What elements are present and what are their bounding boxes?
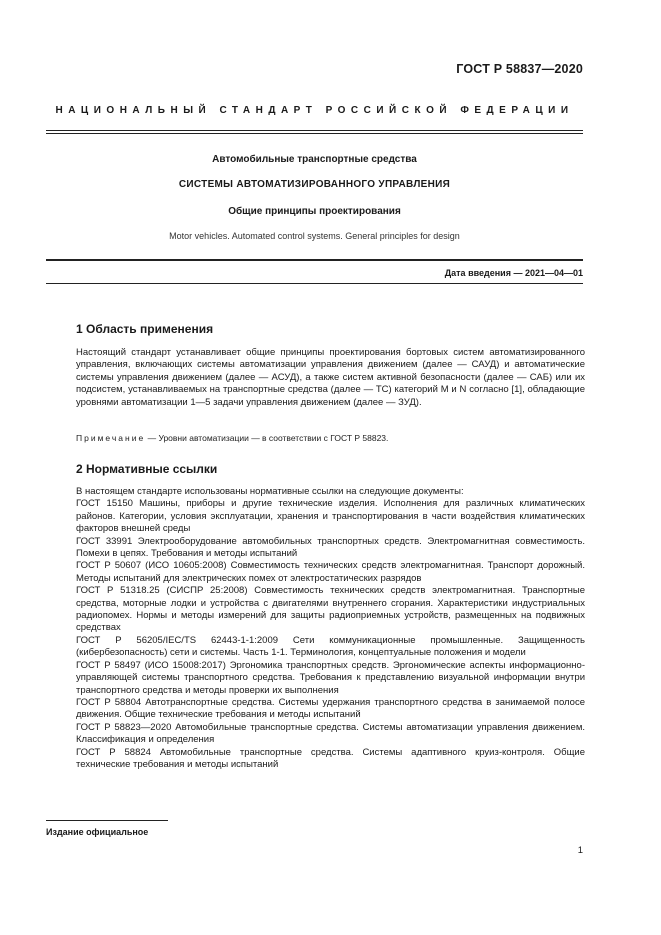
reference-item: ГОСТ Р 58497 (ИСО 15008:2017) Эргономика транспортных средств. Эргономические аспекты информационно-управляющей системы транспортного средства. Требования к представлению визуальной информации внутри транспортного средства и методы проверки их выполнения <box>76 659 585 696</box>
title-line-1: Автомобильные транспортные средства <box>212 154 417 165</box>
section-1-heading: 1 Область применения <box>76 322 214 336</box>
title-english: Motor vehicles. Automated control systems. General principles for design <box>169 231 460 241</box>
footer-divider <box>46 820 168 821</box>
section-1-note <box>76 433 388 443</box>
header-divider-top <box>46 130 583 131</box>
title-line-3: Общие принципы проектирования <box>228 206 401 217</box>
reference-item: ГОСТ Р 58804 Автотранспортные средства. Системы удержания транспортного средства в занимаемой полосе движения. Общие технические требования и методы испытаний <box>76 696 585 721</box>
date-divider <box>46 283 583 284</box>
page-number: 1 <box>577 845 583 856</box>
reference-item: ГОСТ Р 58824 Автомобильные транспортные средства. Системы адаптивного круиз-контроля. Общие технические требования и методы испытаний <box>76 746 585 770</box>
national-standard-title: НАЦИОНАЛЬНЫЙ СТАНДАРТ РОССИЙСКОЙ ФЕДЕРАЦИИ <box>55 105 574 116</box>
header-divider-bottom <box>46 133 583 134</box>
title-divider <box>46 259 583 261</box>
introduction-date: Дата введения — 2021—04—01 <box>444 268 583 278</box>
title-line-2: СИСТЕМЫ АВТОМАТИЗИРОВАННОГО УПРАВЛЕНИЯ <box>178 179 451 190</box>
section-2-heading: 2 Нормативные ссылки <box>76 462 218 476</box>
reference-item: ГОСТ Р 50607 (ИСО 10605:2008) Совместимость технических средств электромагнитная. Транспорт дорожный. Методы испытаний для электрических помех от электростатических разрядов <box>76 560 585 584</box>
note-text: — Уровни автоматизации — в соответствии с ГОСТ Р 58823. <box>147 433 389 443</box>
gost-number: ГОСТ Р 58837—2020 <box>456 62 583 76</box>
reference-item: ГОСТ Р 58823—2020 Автомобильные транспортные средства. Системы автоматизации управления движением. Классификация и определения <box>76 721 585 746</box>
note-label: Примечание <box>76 433 146 443</box>
official-edition-label: Издание официальное <box>46 827 149 837</box>
section-2-body <box>76 486 585 771</box>
reference-item: ГОСТ 33991 Электрооборудование автомобильных транспортных средств. Электромагнитная совместимость. Помехи в цепях. Требования и методы испытаний <box>76 535 585 560</box>
section-1-paragraph: Настоящий стандарт устанавливает общие принципы проектирования бортовых систем автоматизированного управления, включающих системы автоматизации управления движением (далее — САУД) и автоматические системы управления движением (далее — АСУД), а также систем активной безопасности (далее — САБ) или их подсистем, устанавливаемых на транспортные средства (далее — ТС) категорий М и N согласно [1], обладающие уровнями автоматизации 1—5 задачи управления движением (далее — ЗУД). <box>76 347 585 408</box>
section-1-body <box>76 347 585 409</box>
reference-item: ГОСТ 15150 Машины, приборы и другие технические изделия. Исполнения для различных климатических районов. Категории, условия эксплуатации, хранения и транспортирования в части воздействия климатических факторов внешней среды <box>76 498 585 535</box>
reference-item: ГОСТ Р 56205/IEC/TS 62443-1-1:2009 Сети коммуникационные промышленные. Защищенность (кибербезопасность) сети и системы. Часть 1-1. Терминология, концептуальные положения и модели <box>76 634 585 659</box>
section-2-intro: В настоящем стандарте использованы нормативные ссылки на следующие документы: <box>76 486 464 497</box>
reference-item: ГОСТ Р 51318.25 (СИСПР 25:2008) Совместимость технических средств электромагнитная. Транспортные средства, моторные лодки и устройства с двигателями внутреннего сгорания. Характеристики индустриальных радиопомех. Нормы и методы измерений для защиты радиоприемных устройств, размещенных на подвижных средствах <box>76 585 585 634</box>
